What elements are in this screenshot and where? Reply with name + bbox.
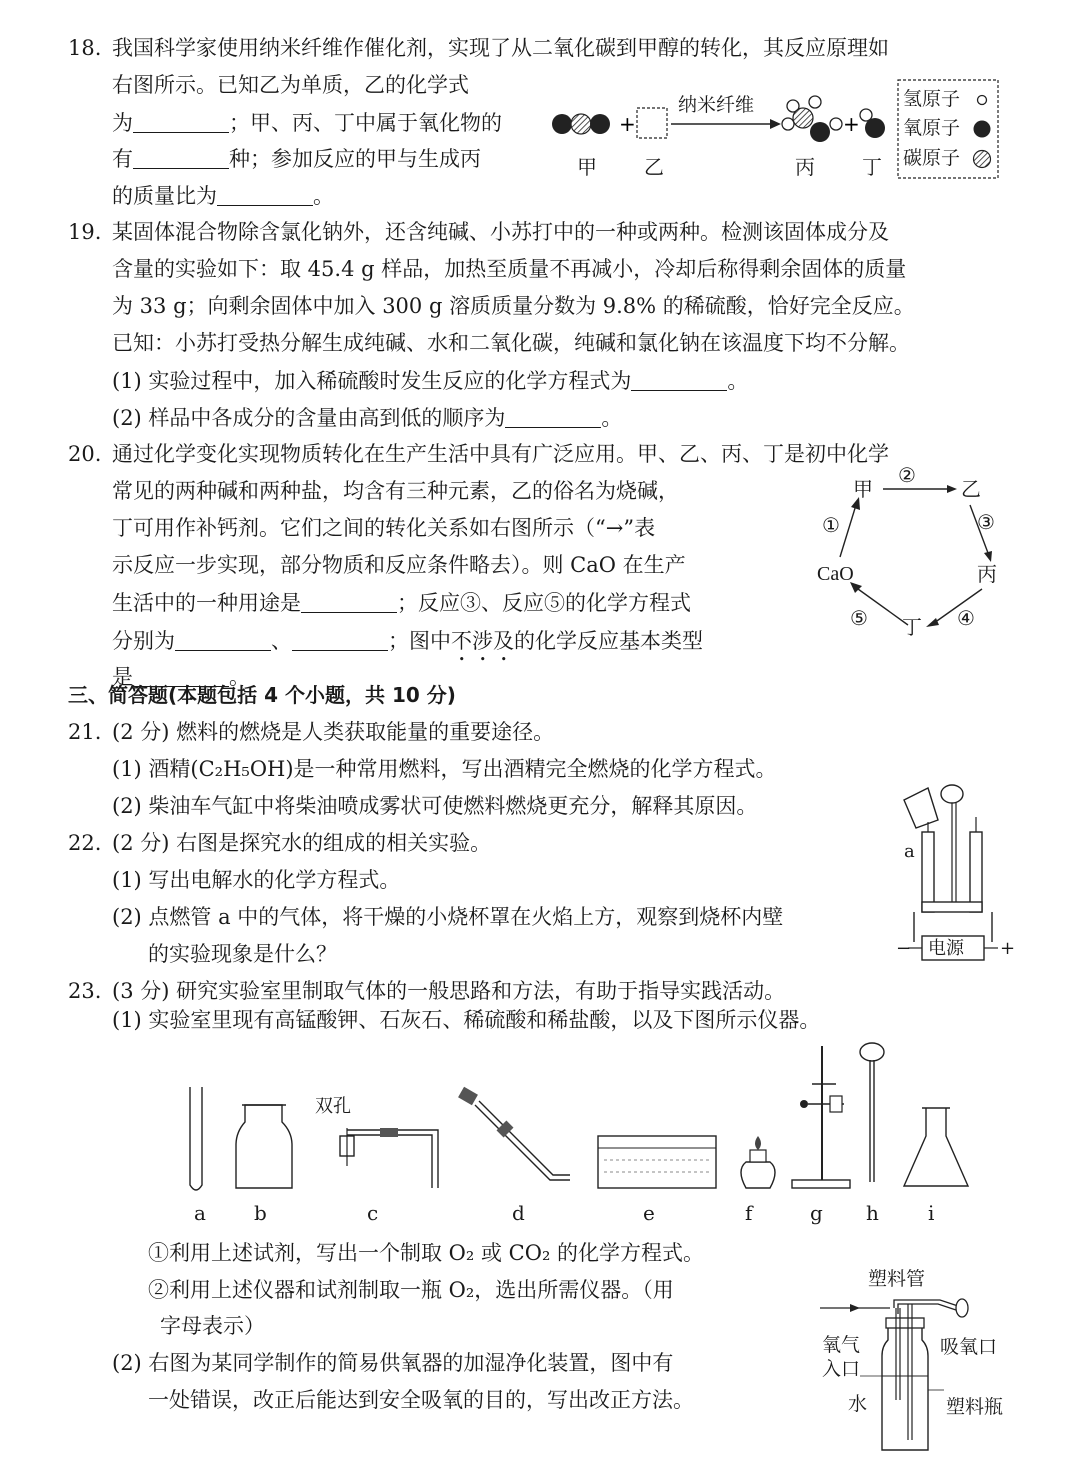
legend-oxygen: 氧原子 [903, 117, 961, 139]
q20-line3: 丁可用作补钙剂。它们之间的转化关系如右图所示（“→”表 [112, 516, 656, 540]
q22-sub2b: 的实验现象是什么？ [148, 942, 337, 966]
apparatus-letter-f: f [745, 1201, 753, 1225]
catalyst-label: 纳米纤维 [678, 94, 755, 116]
q18-line2: 右图所示。已知乙为单质，乙的化学式 [112, 73, 469, 97]
node-bing: 丙 [977, 562, 997, 586]
q20-line6 [112, 629, 703, 666]
q18-line5 [112, 185, 334, 207]
q21-line1: (2 分) 燃料的燃烧是人类获取能量的重要途径。 [112, 720, 555, 744]
label-yi: 乙 [644, 155, 664, 179]
stopper-label: 双孔 [315, 1096, 351, 1117]
q20-text: 是 [112, 665, 133, 689]
step-3: ③ [977, 510, 995, 534]
funnel-icon [860, 1043, 884, 1061]
q22-sub2a: (2) 点燃管 a 中的气体，将干燥的小烧杯罩在火焰上方，观察到烧杯内壁 [112, 905, 784, 929]
answer-blank[interactable] [133, 112, 229, 133]
svg-text:+: + [843, 112, 860, 136]
hydrogen-atom-icon [830, 118, 842, 130]
label-jia: 甲 [577, 155, 597, 179]
oxygen-inlet-label-1: 氧气 [822, 1334, 861, 1356]
lab-apparatus-row [180, 1040, 980, 1200]
q22-number: 22. [68, 831, 102, 855]
carbon-atom-icon [793, 108, 813, 128]
q23-item2a: ②利用上述仪器和试剂制取一瓶 O₂，选出所需仪器。（用 [148, 1278, 674, 1302]
answer-blank[interactable] [175, 630, 271, 651]
plastic-bottle-label: 塑料瓶 [946, 1396, 1004, 1418]
section-title: 三、简答题(本题包括 4 个小题，共 10 分) [68, 683, 456, 707]
answer-blank[interactable] [631, 370, 727, 391]
q21-sub2: (2) 柴油车气缸中将柴油喷成雾状可使燃料燃烧更充分，解释其原因。 [112, 794, 758, 818]
q18-line1: 我国科学家使用纳米纤维作催化剂，实现了从二氧化碳到甲醇的转化，其反应原理如 [112, 36, 889, 60]
minus-sign: − [896, 938, 912, 959]
q23-sub1: (1) 实验室里现有高锰酸钾、石灰石、稀硫酸和稀盐酸，以及下图所示仪器。 [112, 1008, 821, 1032]
apparatus-letter-g: g [810, 1201, 823, 1225]
power-label: 电源 [928, 938, 964, 959]
oxygen-atom-icon [552, 114, 572, 134]
q19-line3: 为 33 g；向剩余固体中加入 300 g 溶质质量分数为 9.8% 的稀硫酸，恰好完全反应。 [112, 294, 915, 318]
answer-blank[interactable] [217, 185, 313, 206]
q23-item1: ①利用上述试剂，写出一个制取 O₂ 或 CO₂ 的化学方程式。 [148, 1241, 705, 1265]
q23-sub2b: 一处错误，改正后能达到安全吸氧的目的，写出改正方法。 [148, 1388, 694, 1412]
oxygen-atom-icon [590, 114, 610, 134]
node-yi: 乙 [961, 477, 981, 501]
q22-line1: (2 分) 右图是探究水的组成的相关实验。 [112, 831, 492, 855]
q18-number: 18. [68, 36, 102, 60]
q22-sub1: (1) 写出电解水的化学方程式。 [112, 868, 401, 892]
oxygen-inlet-label-2: 入口 [822, 1358, 861, 1380]
q18-line4 [112, 148, 481, 170]
hydrogen-atom-icon [809, 96, 821, 108]
q20-line5 [112, 592, 691, 614]
tube-a-label: a [904, 841, 915, 862]
q19-line2: 含量的实验如下：取 45.4 g 样品，加热至质量不再减小，冷却后称得剩余固体的质量 [112, 257, 907, 281]
q18-text: 有 [112, 147, 133, 171]
apparatus-letter-c: c [367, 1201, 379, 1225]
q18-text: 种；参加反应的甲与生成丙 [229, 147, 481, 171]
q18-text: 。 [313, 184, 334, 208]
label-ding: 丁 [862, 155, 882, 179]
q23-number: 23. [68, 979, 102, 1003]
q20-line1: 通过化学变化实现物质转化在生产生活中具有广泛应用。甲、乙、丙、丁是初中化学 [112, 442, 889, 466]
answer-blank[interactable] [292, 630, 388, 651]
plastic-tube-label: 塑料管 [868, 1268, 926, 1290]
legend-carbon: 碳原子 [903, 147, 961, 169]
q20-line4: 示反应一步实现，部分物质和反应条件略去）。则 CaO 在生产 [112, 553, 686, 577]
q19-text: (1) 实验过程中，加入稀硫酸时发生反应的化学方程式为 [112, 369, 632, 393]
svg-text:+: + [619, 112, 636, 136]
water-label: 水 [848, 1393, 868, 1415]
step-4: ④ [957, 606, 975, 630]
test-tube-icon [190, 1087, 202, 1190]
open-circle-icon [978, 96, 987, 105]
hydrogen-atom-icon [860, 109, 872, 121]
oxygen-atom-icon [810, 122, 830, 142]
apparatus-letter-e: e [643, 1201, 655, 1225]
q18-text: 的质量比为 [112, 184, 217, 208]
answer-blank[interactable] [133, 148, 229, 169]
conical-flask-icon [904, 1108, 968, 1186]
apparatus-letter-h: h [866, 1201, 879, 1225]
q23-line1: (3 分) 研究实验室里制取气体的一般思路和方法，有助于指导实践活动。 [112, 979, 786, 1003]
apparatus-letter-b: b [254, 1201, 267, 1225]
q19-text: 。 [727, 369, 749, 393]
q19-number: 19. [68, 220, 102, 244]
q19-line1: 某固体混合物除含氯化钠外，还含纯碱、小苏打中的一种或两种。检测该固体成分及 [112, 220, 889, 244]
emphasis-text: 不涉及 [451, 629, 514, 653]
node-cao: CaO [817, 563, 854, 585]
hatched-circle-icon [974, 151, 991, 168]
q21-number: 21. [68, 720, 102, 744]
node-jia: 甲 [853, 477, 873, 501]
q23-sub2a: (2) 右图为某同学制作的简易供氧器的加湿净化装置，图中有 [112, 1351, 674, 1375]
apparatus-letter-d: d [512, 1201, 525, 1225]
water-trough-icon [598, 1136, 716, 1188]
q19-text: (2) 样品中各成分的含量由高到低的顺序为 [112, 406, 506, 430]
unknown-substance-box [637, 108, 667, 138]
hydrogen-atom-icon [782, 118, 794, 130]
filled-circle-icon [974, 121, 991, 138]
oxygen-atom-icon [865, 118, 885, 138]
answer-blank[interactable] [505, 407, 601, 428]
answer-blank[interactable] [301, 592, 397, 613]
outlet-label: 吸氧口 [940, 1336, 998, 1358]
q21-sub1: (1) 酒精(C₂H₅OH)是一种常用燃料，写出酒精完全燃烧的化学方程式。 [112, 757, 777, 781]
q20-text: 生活中的一种用途是 [112, 591, 301, 615]
gas-bottle-icon [236, 1105, 292, 1188]
q19-sub2 [112, 407, 622, 429]
q20-number: 20. [68, 442, 102, 466]
apparatus-letter-i: i [928, 1201, 935, 1225]
q20-line2: 常见的两种碱和两种盐，均含有三种元素，乙的俗名为烧碱， [112, 479, 679, 503]
q19-sub1 [112, 370, 748, 392]
step-5: ⑤ [850, 606, 868, 630]
legend-hydrogen: 氢原子 [903, 88, 961, 110]
q18-text: 为 [112, 111, 133, 135]
q19-text: 。 [601, 406, 623, 430]
q18-line3 [112, 112, 502, 134]
q19-line4: 已知：小苏打受热分解生成纯碱、水和二氧化碳，纯碱和氯化钠在该温度下均不分解。 [112, 331, 910, 355]
alcohol-lamp-icon [741, 1162, 775, 1188]
q18-text: ；甲、丙、丁中属于氧化物的 [229, 111, 502, 135]
carbon-atom-icon [571, 114, 591, 134]
q20-text: ；图中 [388, 629, 451, 653]
q20-text: 的化学反应基本类型 [514, 629, 703, 653]
step-2: ② [898, 463, 916, 487]
q23-item2b: 字母表示） [160, 1314, 265, 1338]
node-ding: 丁 [902, 615, 922, 639]
step-1: ① [822, 513, 840, 537]
q20-text: ；反应③、反应⑤的化学方程式 [397, 591, 691, 615]
q20-text: 。 [229, 665, 250, 689]
label-bing: 丙 [795, 155, 815, 179]
apparatus-letter-a: a [194, 1201, 206, 1225]
plus-sign: + [1000, 938, 1016, 959]
q20-text: 、 [271, 629, 292, 653]
q20-text: 分别为 [112, 629, 175, 653]
